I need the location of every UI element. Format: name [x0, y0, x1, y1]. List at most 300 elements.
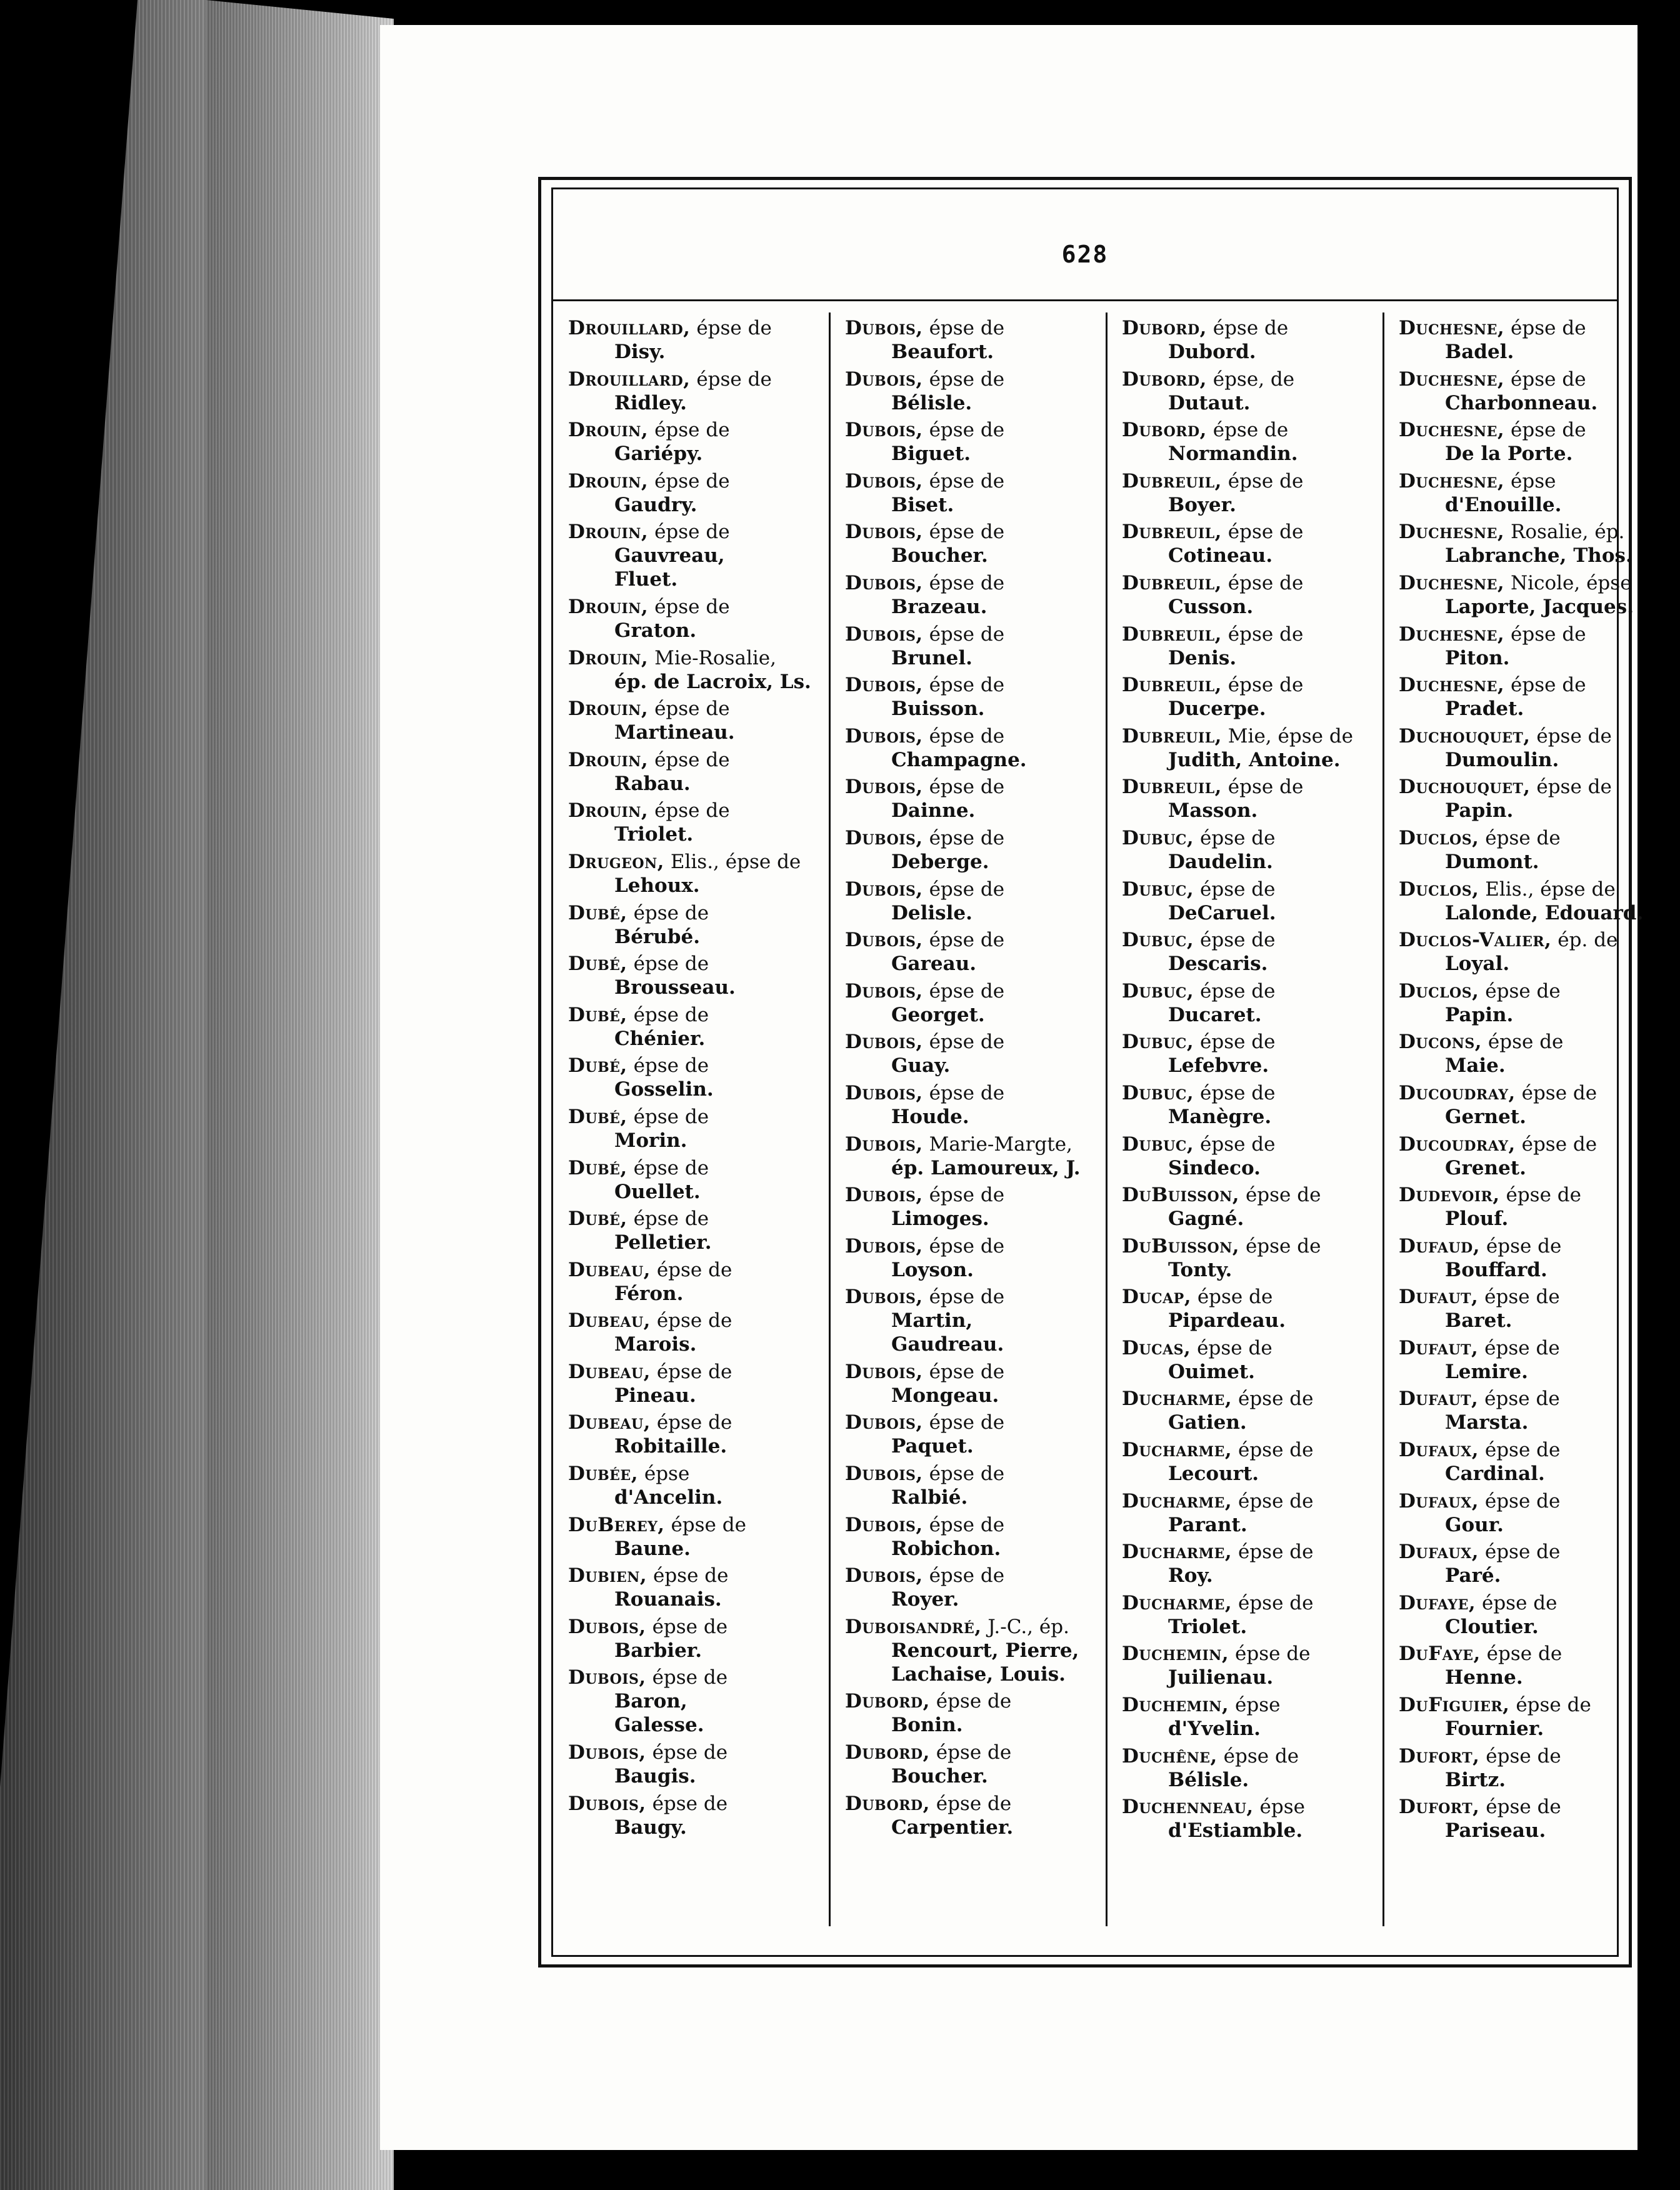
entry-surname: Dubé, [568, 1054, 628, 1078]
index-entry [1399, 622, 1659, 670]
entry-surname: Dubois, [568, 1741, 646, 1764]
entry-spouse-line: Boucher. [891, 1765, 988, 1788]
entry-relation: ép. de [1551, 929, 1618, 952]
index-entry [845, 418, 1106, 466]
entry-relation: épse de [1206, 317, 1289, 339]
entry-relation: Rosalie, ép. [1504, 521, 1625, 544]
entry-surname: Dubreuil, [1122, 521, 1222, 544]
entry-relation: épse de [1232, 1489, 1314, 1512]
index-entry [1399, 1234, 1659, 1282]
entry-spouse-line: Boucher. [891, 544, 988, 568]
index-entry [568, 1513, 829, 1561]
entry-surname: Dubord, [1122, 368, 1207, 391]
entry-spouse-line: Marois. [614, 1333, 697, 1356]
index-entry [845, 1411, 1106, 1458]
entry-relation: épse de [648, 698, 730, 721]
index-entry [1122, 1489, 1382, 1537]
entry-relation: épse de [922, 1462, 1005, 1486]
entry-spouse-line: DeCaruel. [1168, 901, 1276, 924]
entry-surname: Dubé, [568, 952, 628, 976]
entry-spouse-line: Dutaut. [1168, 391, 1251, 414]
entry-surname: Duchesne, [1399, 622, 1505, 646]
entry-relation: épse de [922, 622, 1005, 646]
entry-surname: Dubord, [1122, 419, 1207, 442]
entry-relation: épse de [922, 368, 1005, 391]
entry-surname: Duclos, [1399, 826, 1479, 849]
entry-relation: épse de [1239, 1234, 1321, 1258]
entry-surname: Dubois, [845, 724, 923, 748]
entry-surname: Dubée, [568, 1462, 638, 1486]
entry-relation: épse de [627, 952, 709, 976]
index-entry [1399, 1183, 1659, 1231]
entry-spouse-line: Cloutier. [1445, 1615, 1539, 1638]
entry-relation: épse de [1479, 1796, 1561, 1819]
printed-page [380, 25, 1644, 2150]
entry-surname: DuFaye, [1399, 1642, 1481, 1666]
entry-spouse-line: Marsta. [1445, 1411, 1529, 1434]
index-entry [1399, 1489, 1659, 1537]
entry-relation: épse de [922, 1513, 1005, 1536]
entry-spouse-line: Rouanais. [614, 1588, 722, 1611]
entry-relation: épse de [922, 317, 1005, 339]
entry-relation: épse de [1229, 1642, 1311, 1666]
entry-relation: épse de [1191, 1336, 1272, 1359]
entry-relation: Elis., épse de [664, 850, 801, 873]
index-entry [1399, 1795, 1659, 1842]
entry-spouse-line: Fluet. [614, 568, 678, 591]
entry-spouse-line: Masson. [1168, 799, 1258, 822]
entry-spouse-line: Biguet. [891, 442, 971, 466]
entry-spouse-line: Galesse. [614, 1714, 704, 1737]
index-entry [845, 1030, 1106, 1078]
entry-surname: DuBerey, [568, 1513, 665, 1536]
entry-surname: Dubois, [845, 979, 923, 1002]
entry-spouse-line: Rencourt, Pierre, [891, 1639, 1079, 1662]
entry-surname: DuFiguier, [1399, 1694, 1510, 1717]
entry-spouse-line: Charbonneau. [1445, 391, 1598, 414]
entry-spouse-line: Graton. [614, 619, 697, 642]
entry-relation: épse de [648, 521, 730, 544]
entry-spouse-line: Disy. [614, 341, 666, 363]
entry-relation: épse de [1478, 1388, 1560, 1411]
entry-relation: épse de [627, 1156, 709, 1179]
entry-surname: Dubois, [845, 571, 923, 594]
entry-relation: épse de [1478, 1286, 1560, 1309]
entry-spouse-line: Féron. [614, 1282, 684, 1305]
entry-spouse-line: d'Ancelin. [614, 1486, 723, 1509]
entry-relation: épse de [1221, 571, 1304, 594]
index-entry [1122, 1234, 1382, 1282]
entry-relation: épse de [1232, 1439, 1314, 1462]
index-entry [845, 1285, 1106, 1356]
index-entry [568, 1309, 829, 1356]
entry-spouse-line: Paquet. [891, 1435, 974, 1458]
entry-spouse-line: d'Enouille. [1445, 493, 1562, 516]
entry-relation: épse de [627, 1105, 709, 1128]
index-entry [1399, 418, 1659, 466]
index-entry [845, 775, 1106, 822]
entry-surname: Duchemin, [1122, 1642, 1229, 1666]
entry-relation: épse de [646, 1792, 728, 1815]
entry-relation: épse de [1480, 1234, 1562, 1258]
entry-spouse-line: Gariépy. [614, 442, 703, 466]
entry-spouse-line: Paré. [1445, 1564, 1501, 1588]
entry-spouse-line: Brunel. [891, 646, 972, 669]
book-page-edges [206, 0, 394, 2190]
index-entry [1399, 979, 1659, 1027]
entry-relation: épse de [1194, 1132, 1276, 1156]
index-entry [845, 673, 1106, 721]
entry-surname: Dufort, [1399, 1796, 1480, 1819]
entry-relation: épse de [646, 1741, 728, 1764]
entry-relation: épse de [1221, 622, 1304, 646]
entry-relation: épse de [1478, 1336, 1560, 1359]
entry-spouse-line: Lecourt. [1168, 1462, 1259, 1486]
page-frame-inner [551, 188, 1644, 1957]
entry-surname: Dubreuil, [1122, 469, 1222, 492]
entry-relation: Nicole, épse [1504, 571, 1632, 594]
entry-surname: Dubois, [845, 878, 923, 901]
entry-relation: épse de [690, 368, 772, 391]
entry-surname: Dubreuil, [1122, 674, 1222, 697]
entry-spouse-line: Beaufort. [891, 341, 994, 363]
index-entry [1122, 673, 1382, 721]
entry-spouse-line: Badel. [1445, 341, 1514, 363]
index-entry [845, 1360, 1106, 1408]
entry-spouse-line: Pelletier. [614, 1231, 712, 1254]
entry-relation: épse de [1479, 1541, 1561, 1564]
index-entry [568, 1462, 829, 1509]
index-entry [568, 520, 829, 591]
entry-surname: Drouin, [568, 646, 649, 669]
entry-relation: épse de [646, 1666, 728, 1689]
index-entry [1399, 1336, 1659, 1384]
entry-spouse-line: Lehoux. [614, 874, 700, 897]
index-entry [1399, 724, 1659, 772]
entry-surname: Drouin, [568, 419, 649, 442]
entry-surname: Dubreuil, [1122, 622, 1222, 646]
index-entry [1122, 1336, 1382, 1384]
entry-relation: épse de [627, 901, 709, 924]
entry-relation: épse de [1191, 1286, 1273, 1309]
entry-surname: Dubé, [568, 901, 628, 924]
entry-relation: épse de [650, 1360, 732, 1383]
index-entry [568, 316, 829, 364]
index-entry [1122, 928, 1382, 976]
entry-surname: Duchesne, [1399, 368, 1505, 391]
entry-surname: Dubois, [845, 1234, 923, 1258]
entry-surname: Duchesne, [1399, 419, 1505, 442]
index-column-4 [1384, 302, 1659, 1955]
index-entry [568, 952, 829, 999]
index-entry [1399, 1591, 1659, 1639]
entry-surname: Drouillard, [568, 368, 691, 391]
entry-spouse-line: Bérubé. [614, 925, 700, 948]
entry-spouse-line: Carpentier. [891, 1816, 1014, 1839]
entry-spouse-line: d'Yvelin. [1168, 1718, 1261, 1741]
index-entry [1122, 368, 1382, 415]
entry-spouse-line: Roy. [1168, 1564, 1213, 1588]
index-entry [1122, 571, 1382, 619]
entry-spouse-line: Loyson. [891, 1258, 974, 1281]
entry-spouse-line: Martin, [891, 1309, 973, 1332]
entry-relation: épse de [1504, 368, 1586, 391]
entry-surname: Dubuc, [1122, 878, 1194, 901]
entry-surname: DuBuisson, [1122, 1184, 1240, 1207]
index-entry [845, 1564, 1106, 1611]
index-entry [845, 368, 1106, 415]
index-entry [568, 1156, 829, 1204]
entry-surname: Dubois, [845, 1184, 923, 1207]
entry-spouse-line: Deberge. [891, 850, 989, 873]
entry-spouse-line: Bélisle. [891, 391, 972, 414]
entry-spouse-line: Gatien. [1168, 1411, 1247, 1434]
entry-spouse-line: Robichon. [891, 1537, 1001, 1560]
index-entry [845, 520, 1106, 568]
entry-relation: épse de [1499, 1184, 1581, 1207]
entry-surname: Dubord, [845, 1741, 930, 1764]
entry-spouse-line: Ducerpe. [1168, 698, 1266, 721]
index-entry [568, 1360, 829, 1408]
entry-spouse-line: ép. Lamoureux, J. [891, 1156, 1081, 1179]
index-entry [845, 1081, 1106, 1129]
entry-spouse-line: Pradet. [1445, 698, 1524, 721]
entry-relation: épse de [1482, 1031, 1564, 1054]
index-entry [845, 571, 1106, 619]
entry-relation: Marie-Margte, [922, 1132, 1072, 1156]
entry-surname: Ducoudray, [1399, 1132, 1516, 1156]
entry-surname: Dufaud, [1399, 1234, 1481, 1258]
index-entry [1122, 1387, 1382, 1434]
entry-spouse-line: Guay. [891, 1054, 951, 1078]
entry-relation: épse de [1480, 1642, 1562, 1666]
entry-relation: épse de [1194, 979, 1276, 1002]
entry-surname: Dubuc, [1122, 1031, 1194, 1054]
entry-relation: épse de [922, 419, 1005, 442]
entry-relation: épse de [922, 979, 1005, 1002]
entry-relation: épse [1504, 469, 1556, 492]
entry-surname: Duclos, [1399, 878, 1479, 901]
entry-spouse-line: Pariseau. [1445, 1819, 1546, 1842]
index-entry [1399, 520, 1659, 568]
entry-surname: Duclos, [1399, 979, 1479, 1002]
entry-surname: Dubois, [845, 776, 923, 799]
index-entry [1399, 469, 1659, 517]
entry-spouse-line: Denis. [1168, 646, 1237, 669]
index-entry [1122, 316, 1382, 364]
entry-spouse-line: Ducaret. [1168, 1003, 1262, 1026]
entry-surname: Dubé, [568, 1003, 628, 1026]
entry-spouse-line: Champagne. [891, 748, 1027, 771]
index-entry [1122, 775, 1382, 822]
entry-surname: Ducharme, [1122, 1591, 1232, 1614]
entry-surname: Dubord, [845, 1690, 930, 1713]
entry-surname: Dubois, [568, 1666, 646, 1689]
index-entry [845, 1689, 1106, 1737]
entry-relation: Mie, épse de [1221, 724, 1354, 748]
entry-surname: Duclos-Valier, [1399, 929, 1552, 952]
entry-spouse-line: Bélisle. [1168, 1768, 1249, 1791]
entry-surname: Dubois, [845, 521, 923, 544]
entry-surname: Dubois, [845, 1286, 923, 1309]
index-entry [1399, 1438, 1659, 1486]
index-entry [845, 1615, 1106, 1686]
entry-surname: Dufaux, [1399, 1541, 1479, 1564]
entry-surname: Dufaux, [1399, 1489, 1479, 1512]
entry-relation: épse de [1194, 878, 1276, 901]
entry-spouse-line: Chénier. [614, 1027, 706, 1050]
entry-relation: épse de [690, 317, 772, 339]
entry-spouse-line: Delisle. [891, 901, 972, 924]
entry-relation: épse de [929, 1741, 1012, 1764]
index-entry [568, 368, 829, 415]
entry-relation: épse de [1232, 1388, 1314, 1411]
index-entry [1399, 1744, 1659, 1792]
header-rule [553, 299, 1617, 301]
entry-surname: Dufaut, [1399, 1336, 1479, 1359]
index-entry [1399, 878, 1659, 925]
entry-relation: épse de [929, 1690, 1012, 1713]
entry-relation: épse de [1504, 674, 1586, 697]
index-entry [1122, 469, 1382, 517]
entry-spouse-line: Normandin. [1168, 442, 1298, 466]
entry-surname: Dubuc, [1122, 979, 1194, 1002]
entry-relation: épse de [627, 1054, 709, 1078]
index-entry [845, 1792, 1106, 1839]
entry-spouse-line: Cusson. [1168, 595, 1254, 618]
entry-spouse-line: Dainne. [891, 799, 976, 822]
entry-spouse-line: d'Estiamble. [1168, 1819, 1303, 1842]
index-entry [1399, 368, 1659, 415]
index-entry [1399, 826, 1659, 874]
entry-surname: Ducharme, [1122, 1439, 1232, 1462]
entry-surname: Dubeau, [568, 1411, 651, 1434]
entry-spouse-line: Birtz. [1445, 1768, 1506, 1791]
entry-relation: épse de [648, 799, 730, 822]
entry-relation: épse de [1194, 1081, 1276, 1104]
entry-spouse-line: Mongeau. [891, 1384, 999, 1407]
entry-surname: Dufaux, [1399, 1439, 1479, 1462]
entry-relation: épse de [627, 1208, 709, 1231]
index-entry [1122, 826, 1382, 874]
index-entry [568, 418, 829, 466]
entry-relation: épse de [1221, 776, 1304, 799]
entry-relation: épse de [922, 1234, 1005, 1258]
entry-surname: Dubois, [845, 1081, 923, 1104]
entry-surname: Dufaye, [1399, 1591, 1476, 1614]
index-entry [1399, 1540, 1659, 1588]
entry-relation: épse de [1515, 1132, 1598, 1156]
index-entry [1399, 1285, 1659, 1332]
entry-spouse-line: Gernet. [1445, 1105, 1526, 1128]
entry-relation: épse de [648, 419, 730, 442]
index-entry [1122, 979, 1382, 1027]
entry-relation: épse de [922, 469, 1005, 492]
entry-spouse-line: Cotineau. [1168, 544, 1273, 568]
index-entry [845, 724, 1106, 772]
entry-spouse-line: Buisson. [891, 698, 985, 721]
entry-spouse-line: Gour. [1445, 1513, 1504, 1536]
entry-surname: Duchesne, [1399, 674, 1505, 697]
entry-spouse-line: Lachaise, Louis. [891, 1662, 1066, 1686]
entry-spouse-line: Dumoulin. [1445, 748, 1559, 771]
entry-relation: épse, de [1206, 368, 1295, 391]
entry-relation: Mie-Rosalie, [648, 646, 776, 669]
entry-surname: Duchesne, [1399, 521, 1505, 544]
entry-surname: Duchouquet, [1399, 724, 1531, 748]
index-entry [568, 1741, 829, 1788]
entry-relation: épse de [922, 878, 1005, 901]
entry-relation: épse de [1479, 1439, 1561, 1462]
entry-relation: épse de [1239, 1184, 1321, 1207]
entry-surname: Duchesne, [1399, 317, 1505, 339]
index-entry [845, 826, 1106, 874]
index-entry [1399, 775, 1659, 822]
index-entry [568, 1564, 829, 1611]
entry-surname: Duchesne, [1399, 571, 1505, 594]
entry-surname: Drouin, [568, 748, 649, 771]
entry-relation: épse de [1515, 1081, 1598, 1104]
entry-spouse-line: Gagné. [1168, 1208, 1244, 1231]
index-entry [1399, 1132, 1659, 1180]
index-entry [568, 850, 829, 898]
index-entry [568, 748, 829, 796]
entry-spouse-line: Lemire. [1445, 1360, 1528, 1383]
entry-spouse-line: Pipardeau. [1168, 1309, 1286, 1332]
entry-relation: épse de [1221, 521, 1304, 544]
entry-relation: épse de [1221, 469, 1304, 492]
index-entry [1122, 1540, 1382, 1588]
entry-surname: Dudevoir, [1399, 1184, 1500, 1207]
entry-spouse-line: Lefebvre. [1168, 1054, 1269, 1078]
index-entry [845, 1513, 1106, 1561]
entry-relation: épse de [922, 1411, 1005, 1434]
entry-spouse-line: Houde. [891, 1105, 969, 1128]
index-entry [1122, 1183, 1382, 1231]
index-entry [1122, 520, 1382, 568]
index-entry [568, 697, 829, 744]
page-number: 628 [1061, 241, 1109, 268]
entry-spouse-line: Ouellet. [614, 1180, 701, 1203]
entry-relation: Elis., épse de [1479, 878, 1616, 901]
entry-surname: Drouin, [568, 469, 649, 492]
entry-spouse-line: Henne. [1445, 1666, 1523, 1689]
entry-surname: Dubien, [568, 1564, 648, 1588]
entry-spouse-line: Triolet. [1168, 1615, 1248, 1638]
index-entry [568, 1003, 829, 1051]
index-entry [568, 1054, 829, 1101]
index-entry [845, 1741, 1106, 1788]
entry-surname: Ducoudray, [1399, 1081, 1516, 1104]
entry-surname: Dubois, [845, 622, 923, 646]
entry-surname: Dubois, [845, 368, 923, 391]
entry-surname: Dubois, [845, 1031, 923, 1054]
entry-surname: Duchesne, [1399, 469, 1505, 492]
entry-surname: Drouin, [568, 521, 649, 544]
entry-surname: Dubuc, [1122, 929, 1194, 952]
entry-spouse-line: Georget. [891, 1003, 985, 1026]
index-column-1 [553, 302, 829, 1955]
entry-spouse-line: Gauvreau, [614, 544, 725, 568]
entry-relation: épse de [648, 469, 730, 492]
entry-surname: Dubreuil, [1122, 776, 1222, 799]
index-entry [1399, 1030, 1659, 1078]
index-entry [1122, 1642, 1382, 1689]
entry-surname: Dubois, [845, 1360, 923, 1383]
entry-spouse-line: Papin. [1445, 1003, 1514, 1026]
index-entry [1122, 1438, 1382, 1486]
entry-relation: épse de [1221, 674, 1304, 697]
